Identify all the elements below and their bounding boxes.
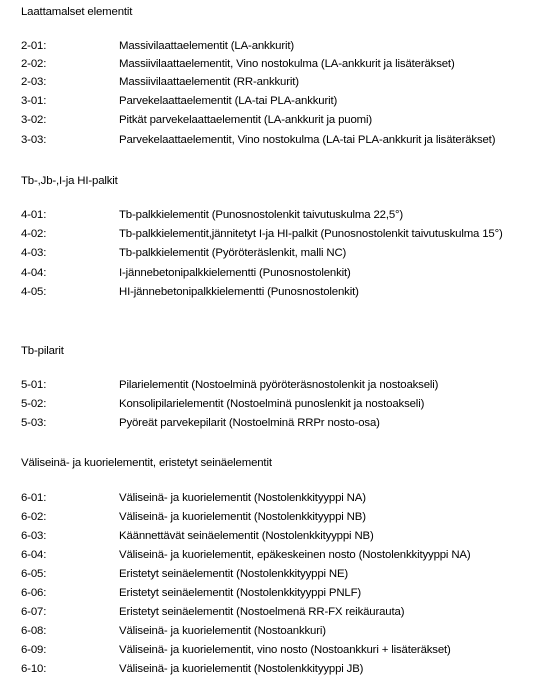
item-text: Väliseinä- ja kuorielementit (Nostolenkkityyppi NB) bbox=[119, 511, 366, 523]
item-text: Konsolipilarielementit (Nostoelminä punoslenkit ja nostoakseli) bbox=[119, 398, 425, 410]
item-code: 6-07: bbox=[21, 606, 47, 618]
item-code: 4-05: bbox=[21, 286, 47, 298]
item-text: Väliseinä- ja kuorielementit (Nostolenkkityyppi NA) bbox=[119, 492, 366, 504]
item-text: Väliseinä- ja kuorielementit, vino nosto (Nostoankkuri + lisäteräkset) bbox=[119, 644, 451, 656]
item-text: Parvekelaattaelementit, Vino nostokulma (LA-tai PLA-ankkurit ja lisäteräkset) bbox=[119, 134, 496, 146]
item-text: Massiivilaattaelementit, Vino nostokulma (LA-ankkurit ja lisäteräkset) bbox=[119, 58, 455, 70]
item-code: 6-03: bbox=[21, 530, 47, 542]
item-code: 6-04: bbox=[21, 549, 47, 561]
item-text: Parvekelaattaelementit (LA-tai PLA-ankkurit) bbox=[119, 95, 338, 107]
item-text: Väliseinä- ja kuorielementit (Nostolenkkityyppi JB) bbox=[119, 663, 364, 675]
item-code: 6-05: bbox=[21, 568, 47, 580]
item-code: 2-01: bbox=[21, 40, 47, 52]
section-heading: Väliseinä- ja kuorielementit, eristetyt seinäelementit bbox=[21, 457, 272, 469]
item-text: Pyöreät parvekepilarit (Nostoelminä RRPr nosto-osa) bbox=[119, 417, 380, 429]
item-text: Massivilaattaelementit (LA-ankkurit) bbox=[119, 40, 295, 52]
item-text: Tb-palkkielementit (Punosnostolenkit taivutuskulma 22,5°) bbox=[119, 209, 404, 221]
item-code: 6-01: bbox=[21, 492, 47, 504]
item-text: Massiivilaattaelementit (RR-ankkurit) bbox=[119, 76, 299, 88]
item-code: 4-01: bbox=[21, 209, 47, 221]
item-text: Väliseinä- ja kuorielementit (Nostoankkuri) bbox=[119, 625, 326, 637]
item-text: I-jännebetonipalkkielementti (Punosnostolenkit) bbox=[119, 267, 351, 279]
item-text: Eristetyt seinäelementit (Nostoelmenä RR-FX reikäurauta) bbox=[119, 606, 405, 618]
item-code: 4-04: bbox=[21, 267, 47, 279]
item-code: 5-03: bbox=[21, 417, 47, 429]
item-code: 2-03: bbox=[21, 76, 47, 88]
item-code: 6-10: bbox=[21, 663, 47, 675]
item-text: Tb-palkkielementit (Pyöröteräslenkit, malli NC) bbox=[119, 247, 347, 259]
item-text: Eristetyt seinäelementit (Nostolenkkityyppi NE) bbox=[119, 568, 349, 580]
item-text: Pitkät parvekelaattaelementit (LA-ankkurit ja puomi) bbox=[119, 114, 373, 126]
item-text: Eristetyt seinäelementit (Nostolenkkityyppi PNLF) bbox=[119, 587, 362, 599]
item-code: 6-09: bbox=[21, 644, 47, 656]
section-heading: Tb-,Jb-,I-ja HI-palkit bbox=[21, 175, 118, 187]
item-code: 3-03: bbox=[21, 134, 47, 146]
item-text: Pilarielementit (Nostoelminä pyöröteräsnostolenkit ja nostoakseli) bbox=[119, 379, 439, 391]
item-text: Käännettävät seinäelementit (Nostolenkkityyppi NB) bbox=[119, 530, 374, 542]
item-code: 5-01: bbox=[21, 379, 47, 391]
item-text: Tb-palkkielementit,jännitetyt I-ja HI-palkit (Punosnostolenkit taivutuskulma 15°) bbox=[119, 228, 503, 240]
item-text: HI-jännebetonipalkkielementti (Punosnostolenkit) bbox=[119, 286, 359, 298]
item-code: 3-01: bbox=[21, 95, 47, 107]
item-code: 6-08: bbox=[21, 625, 47, 637]
item-code: 4-02: bbox=[21, 228, 47, 240]
item-code: 6-02: bbox=[21, 511, 47, 523]
section-heading: Tb-pilarit bbox=[21, 345, 64, 357]
item-code: 2-02: bbox=[21, 58, 47, 70]
item-code: 3-02: bbox=[21, 114, 47, 126]
item-text: Väliseinä- ja kuorielementit, epäkeskeinen nosto (Nostolenkkityyppi NA) bbox=[119, 549, 471, 561]
section-heading: Laattamalset elementit bbox=[21, 6, 133, 18]
item-code: 6-06: bbox=[21, 587, 47, 599]
item-code: 4-03: bbox=[21, 247, 47, 259]
item-code: 5-02: bbox=[21, 398, 47, 410]
